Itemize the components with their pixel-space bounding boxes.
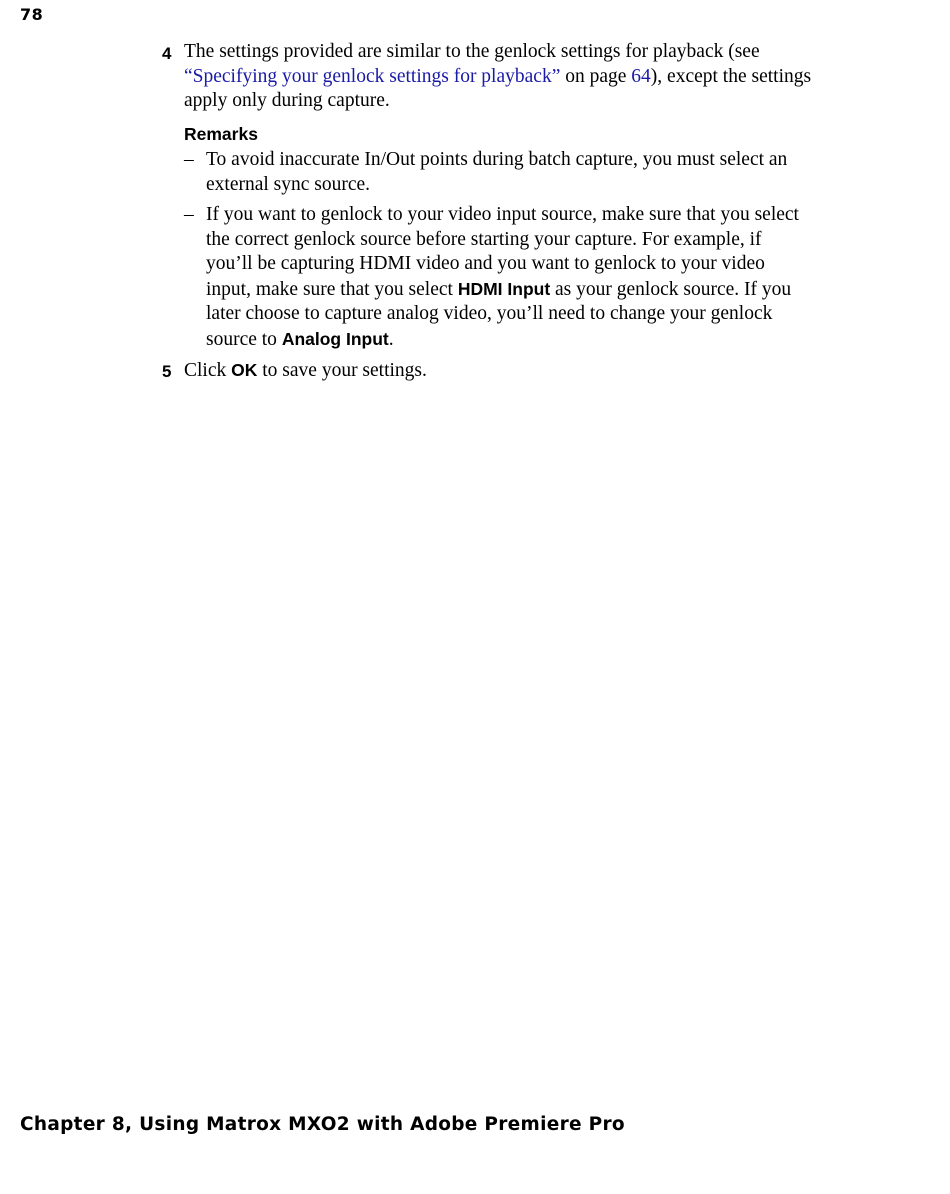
ui-term-hdmi-input: HDMI Input	[457, 278, 551, 299]
page-content	[162, 40, 812, 384]
ui-term-ok: OK	[231, 360, 258, 380]
page-reference-link[interactable]: 64	[631, 65, 651, 87]
remark-item	[184, 148, 812, 197]
remarks-heading: Remarks	[184, 123, 258, 144]
dash-bullet: –	[184, 204, 194, 225]
cross-reference-link[interactable]: “Specifying your genlock settings for playback”	[184, 65, 561, 87]
remark-text: If you want to genlock to your video input source, make sure that you select the correct genlock source before starting your capture. For example, if you’ll be capturing HDMI video and you want to genlock to your video input, make sure that you select	[206, 204, 799, 300]
step-text: to save your settings.	[257, 360, 427, 381]
dash-bullet: –	[184, 149, 194, 170]
step-5	[162, 358, 812, 384]
step-text: on page	[560, 65, 632, 87]
step-number: 4	[162, 44, 172, 63]
remark-text: as your genlock source. If you later choose to capture analog video, you’ll need to change your genlock source to	[206, 278, 792, 350]
step-number: 5	[162, 362, 172, 381]
remark-text: To avoid inaccurate In/Out points during batch capture, you must select an external sync source.	[206, 149, 788, 195]
step-text: ), except the settings apply only during capture.	[184, 65, 812, 111]
page-number: 78	[20, 5, 44, 24]
remark-text: .	[388, 328, 394, 350]
chapter-footer: Chapter 8, Using Matrox MXO2 with Adobe Premiere Pro	[20, 1114, 625, 1135]
step-text: The settings provided are similar to the genlock settings for playback (see	[184, 41, 760, 62]
step-4	[162, 40, 812, 352]
step-text: Click	[184, 360, 232, 381]
ui-term-analog-input: Analog Input	[281, 328, 389, 349]
remark-item	[184, 203, 812, 352]
